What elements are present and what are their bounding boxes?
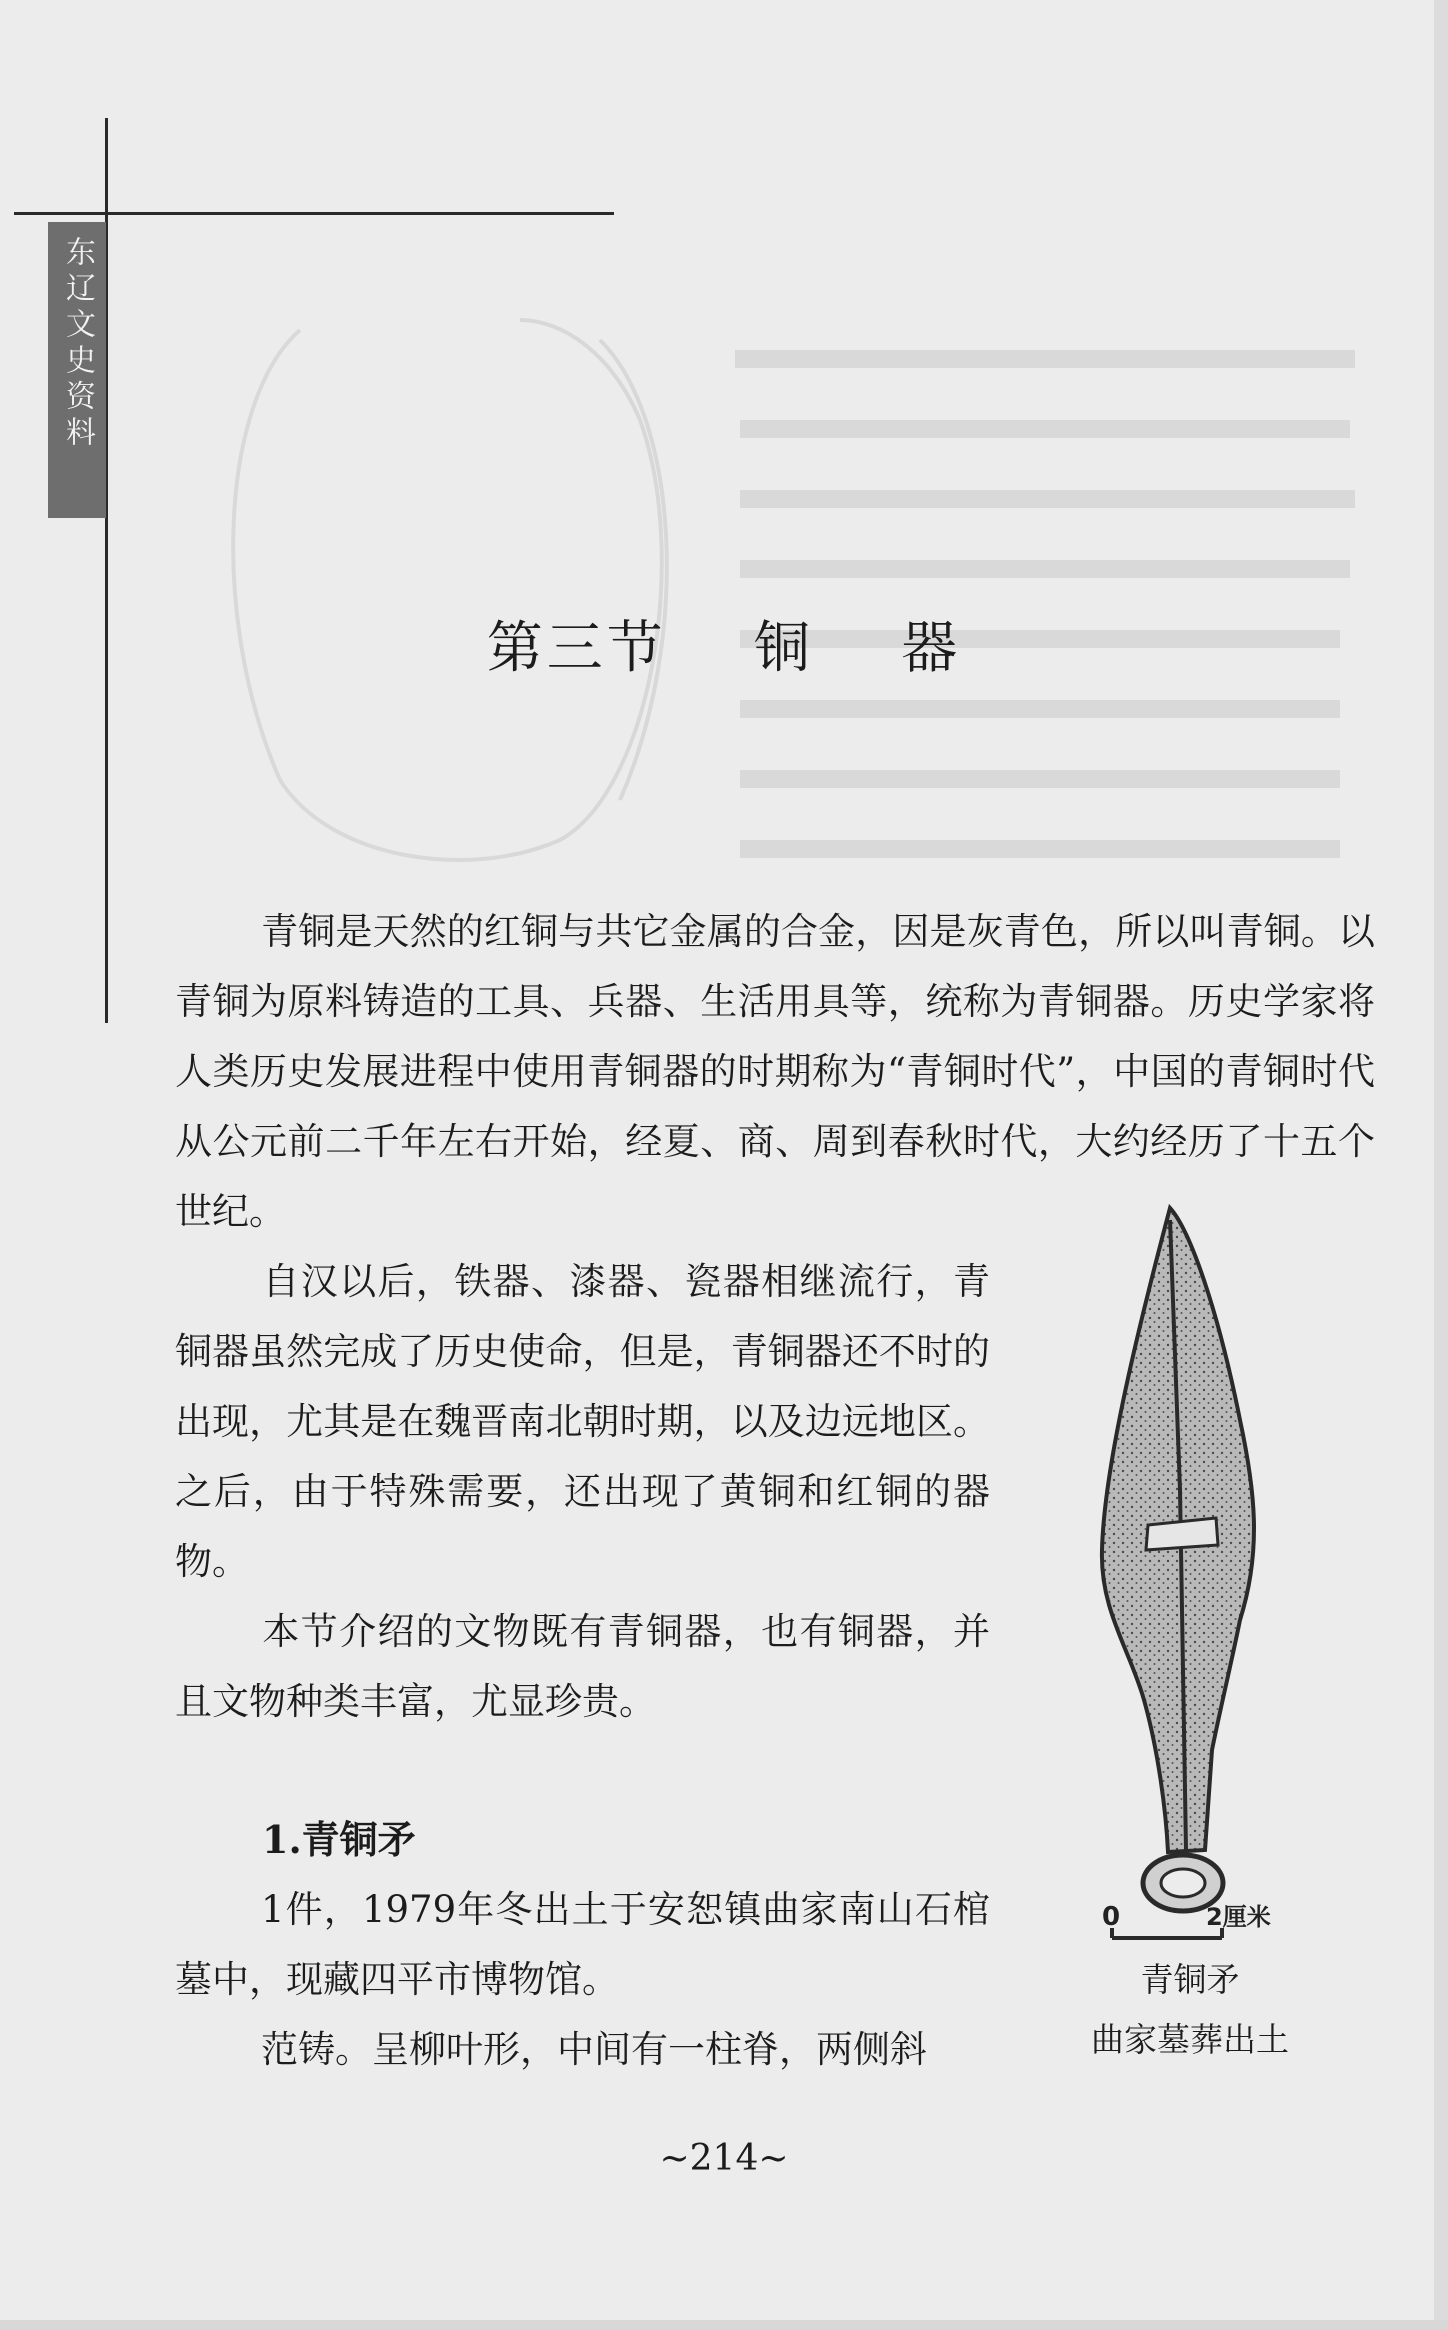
body-paragraph bbox=[175, 2015, 990, 2085]
paragraph-text: 范铸。呈柳叶形，中间有一柱脊，两侧斜 bbox=[261, 2028, 927, 2071]
spearhead-illustration bbox=[1040, 1190, 1340, 1950]
item-heading: 1.青铜矛 bbox=[262, 1817, 416, 1862]
bronze-spear-drawing bbox=[1040, 1190, 1340, 1950]
series-title: 东辽文史资料 bbox=[60, 236, 95, 452]
body-paragraph bbox=[175, 1247, 990, 1597]
series-sidebar-tab bbox=[48, 222, 106, 518]
figure-caption-source: 曲家墓葬出土 bbox=[1091, 2020, 1289, 2059]
paragraph-text: 自汉以后，铁器、漆器、瓷器相继流行，青铜器虽然完成了历史使命，但是，青铜器还不时的出现，尤其是在魏晋南北朝时期，以及边远地区。之后，由于特殊需要，还出现了黄铜和红铜的器物。 bbox=[175, 1260, 990, 1583]
body-paragraph bbox=[175, 1875, 990, 2015]
paragraph-text: 1件，1979年冬出土于安恕镇曲家南山石棺墓中，现藏四平市博物馆。 bbox=[175, 1888, 990, 2001]
paragraph-text: 青铜是天然的红铜与共它金属的合金，因是灰青色，所以叫青铜。以青铜为原料铸造的工具、兵器、生活用具等，统称为青铜器。历史学家将人类历史发展进程中使用青铜器的时期称为“青铜时代”，中国的青铜时代从公元前二千年左右开始，经夏、商、周到春秋时代，大约经历了十五个世纪。 bbox=[175, 910, 1375, 1233]
header-rule-horizontal bbox=[14, 212, 614, 215]
scale-start-label: 0 bbox=[1102, 1902, 1121, 1932]
page-number: ~214~ bbox=[659, 2138, 789, 2179]
body-paragraph bbox=[175, 1597, 990, 1737]
section-title: 第三节 铜 器 bbox=[486, 616, 962, 681]
paragraph-text: 本节介绍的文物既有青铜器，也有铜器，并且文物种类丰富，尤显珍贵。 bbox=[175, 1610, 990, 1723]
figure-caption-title: 青铜矛 bbox=[1140, 1960, 1240, 1999]
spear-section-mark bbox=[1146, 1518, 1218, 1550]
scale-end-label: 2厘米 bbox=[1206, 1903, 1271, 1931]
